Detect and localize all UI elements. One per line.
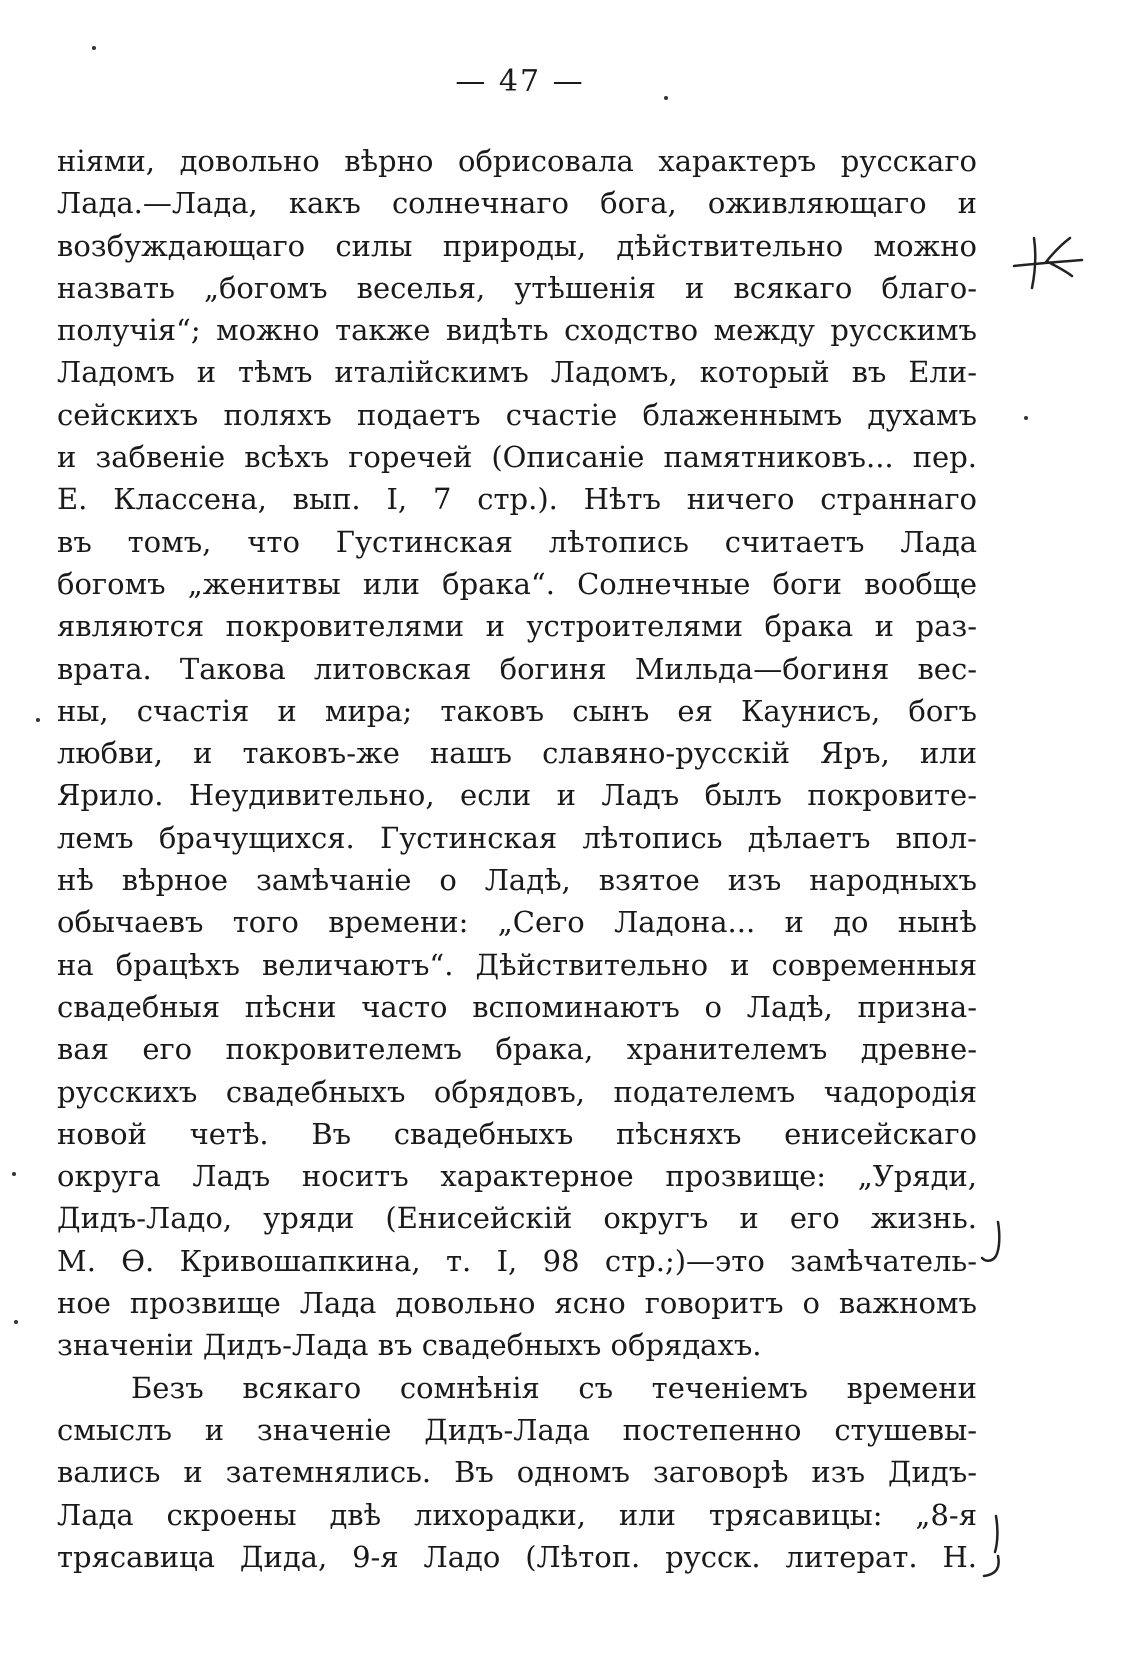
text-line: врата. Такова литовская богиня Мильда—богиня вес-: [57, 651, 977, 686]
text-line: вались и затемнялись. Въ одномъ заговорѣ изъ Дидъ-: [57, 1455, 977, 1490]
text-line: трясавица Дида, 9-я Ладо (Лѣтоп. русск. литерат. Н.: [57, 1539, 977, 1574]
text-line: Лада скроены двѣ лихорадки, или трясавицы: „8-я: [57, 1497, 977, 1532]
margin-dot: [1024, 416, 1028, 420]
margin-dot: [14, 1320, 18, 1324]
text-line: М. Ѳ. Кривошапкина, т. I, 98 стр.;)—это замѣчатель-: [57, 1243, 977, 1278]
text-line: и забвеніе всѣхъ горечей (Описаніе памятниковъ... пер.: [57, 440, 977, 475]
text-line: ны, счастія и мира; таковъ сынъ ея Каунисъ, богъ: [57, 693, 977, 728]
text-line: Безъ всякаго сомнѣнія съ теченіемъ времени: [131, 1370, 977, 1405]
text-line: новой четѣ. Въ свадебныхъ пѣсняхъ енисейскаго: [57, 1116, 977, 1151]
text-line: вая его покровителемъ брака, хранителемъ древне-: [57, 1032, 977, 1067]
text-line: русскихъ свадебныхъ обрядовъ, подателемъ чадородія: [57, 1074, 977, 1109]
text-line: округа Ладъ носитъ характерное прозвище: „Уряди,: [57, 1159, 977, 1194]
text-line: на брацѣхъ величаютъ“. Дѣйствительно и современныя: [57, 947, 977, 982]
text-line: свадебныя пѣсни часто вспоминаютъ о Ладѣ, призна-: [57, 989, 977, 1024]
handwritten-plus-mark-icon: [1010, 232, 1090, 292]
text-line: Е. Классена, вып. I, 7 стр.). Нѣтъ ничего страннаго: [57, 482, 977, 517]
text-line: въ томъ, что Густинская лѣтопись считаетъ Лада: [57, 524, 977, 559]
page-number: — 47 —: [455, 64, 585, 99]
body-text: [57, 140, 977, 1578]
text-line: сейскихъ поляхъ подаетъ счастіе блаженнымъ духамъ: [57, 397, 977, 432]
text-line: получія“; можно также видѣть сходство между русскимъ: [57, 313, 977, 348]
text-line: нѣ вѣрное замѣчаніе о Ладѣ, взятое изъ народныхъ: [57, 863, 977, 898]
margin-dot: [92, 46, 96, 50]
margin-dot: [12, 1172, 16, 1176]
text-line: богомъ „женитвы или брака“. Солнечные боги вообще: [57, 566, 977, 601]
text-line: лемъ брачущихся. Густинская лѣтопись дѣлаетъ впол-: [57, 820, 977, 855]
margin-dot: [664, 96, 668, 100]
text-line: Ладомъ и тѣмъ италійскимъ Ладомъ, который въ Ели-: [57, 355, 977, 390]
text-line: значеніи Дидъ-Лада въ свадебныхъ обрядахъ.: [57, 1328, 762, 1363]
text-line: смыслъ и значеніе Дидъ-Лада постепенно стушевы-: [57, 1412, 977, 1447]
text-line: ніями, довольно вѣрно обрисовала характеръ русскаго: [57, 144, 977, 178]
text-line: обычаевъ того времени: „Сего Ладона... и до нынѣ: [57, 905, 977, 940]
handwritten-bracket-mark-icon: [980, 1218, 1010, 1268]
text-line: Дидъ-Ладо, уряди (Енисейскій округъ и его жизнь.: [57, 1201, 977, 1236]
text-line: Лада.—Лада, какъ солнечнаго бога, оживляющаго и: [57, 186, 977, 221]
text-line: назвать „богомъ веселья, утѣшенія и всякаго благо-: [57, 270, 977, 305]
handwritten-bracket-mark-icon: [980, 1512, 1010, 1584]
text-line: любви, и таковъ-же нашъ славяно-русскій Яръ, или: [57, 736, 977, 771]
text-line: являются покровителями и устроителями брака и раз-: [57, 609, 977, 644]
text-line: возбуждающаго силы природы, дѣйствительно можно: [57, 228, 977, 263]
text-line: ное прозвище Лада довольно ясно говоритъ о важномъ: [57, 1286, 977, 1321]
text-line: Ярило. Неудивительно, если и Ладъ былъ покровите-: [57, 778, 977, 813]
margin-dot: [36, 718, 40, 722]
